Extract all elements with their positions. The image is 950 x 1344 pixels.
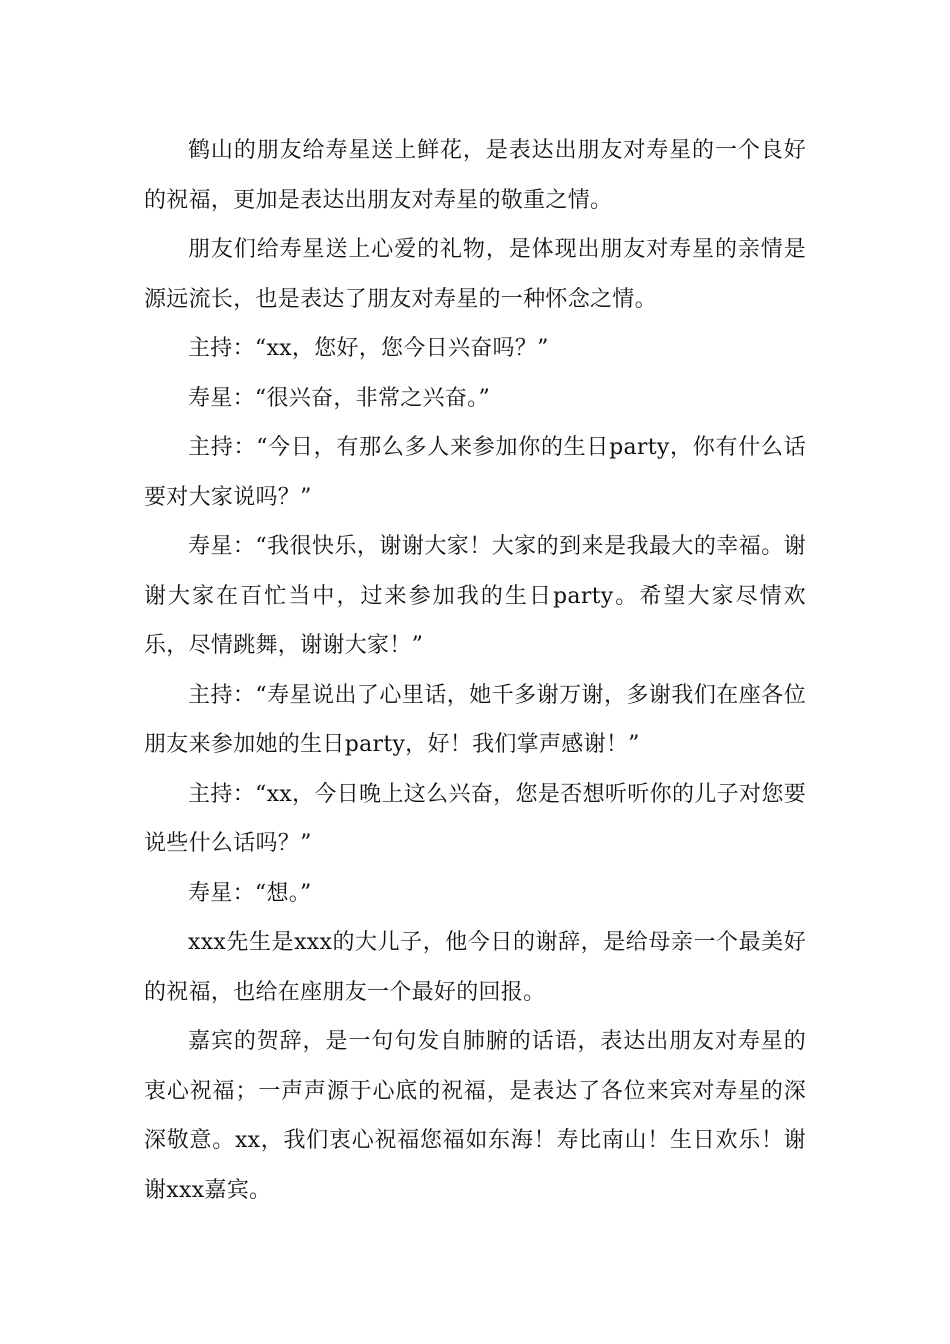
paragraph-birthday-star-yes: 寿星：“想。” [188,880,312,906]
paragraph-birthday-star-thanks: 寿星：“我很快乐，谢谢大家！大家的到来是我最大的幸福。谢谢大家在百忙当中，过来参加我的生日party。希望大家尽情欢乐，尽情跳舞，谢谢大家！” [144,534,806,658]
paragraph-gifts: 朋友们给寿星送上心爱的礼物，是体现出朋友对寿星的亲情是源远流长，也是表达了朋友对寿星的一种怀念之情。 [144,237,806,312]
paragraph-son-speech: xxx先生是xxx的大儿子，他今日的谢辞，是给母亲一个最美好的祝福，也给在座朋友一个最好的回报。 [144,930,806,1005]
paragraph-flowers: 鹤山的朋友给寿星送上鲜花，是表达出朋友对寿星的一个良好的祝福，更加是表达出朋友对寿星的敬重之情。 [144,138,806,213]
paragraph-host-applause: 主持：“寿星说出了心里话，她千多谢万谢，多谢我们在座各位朋友来参加她的生日party，好！我们掌声感谢！” [144,682,806,757]
paragraph-host-greeting: 主持：“xx，您好，您今日兴奋吗？” [188,336,549,361]
paragraph-birthday-star-reply: 寿星：“很兴奋，非常之兴奋。” [188,385,490,411]
paragraph-host-son-question: 主持：“xx，今日晚上这么兴奋，您是否想听听你的儿子对您要说些什么话吗？” [144,781,806,856]
paragraph-guest-wishes: 嘉宾的贺辞，是一句句发自肺腑的话语，表达出朋友对寿星的衷心祝福；一声声源于心底的祝福，是表达了各位来宾对寿星的深深敬意。xx，我们衷心祝福您福如东海！寿比南山！生日欢乐！谢谢xxx嘉宾。 [144,1029,806,1203]
paragraph-host-question: 主持：“今日，有那么多人来参加你的生日party，你有什么话要对大家说吗？” [144,435,806,510]
document-body [144,126,806,1215]
